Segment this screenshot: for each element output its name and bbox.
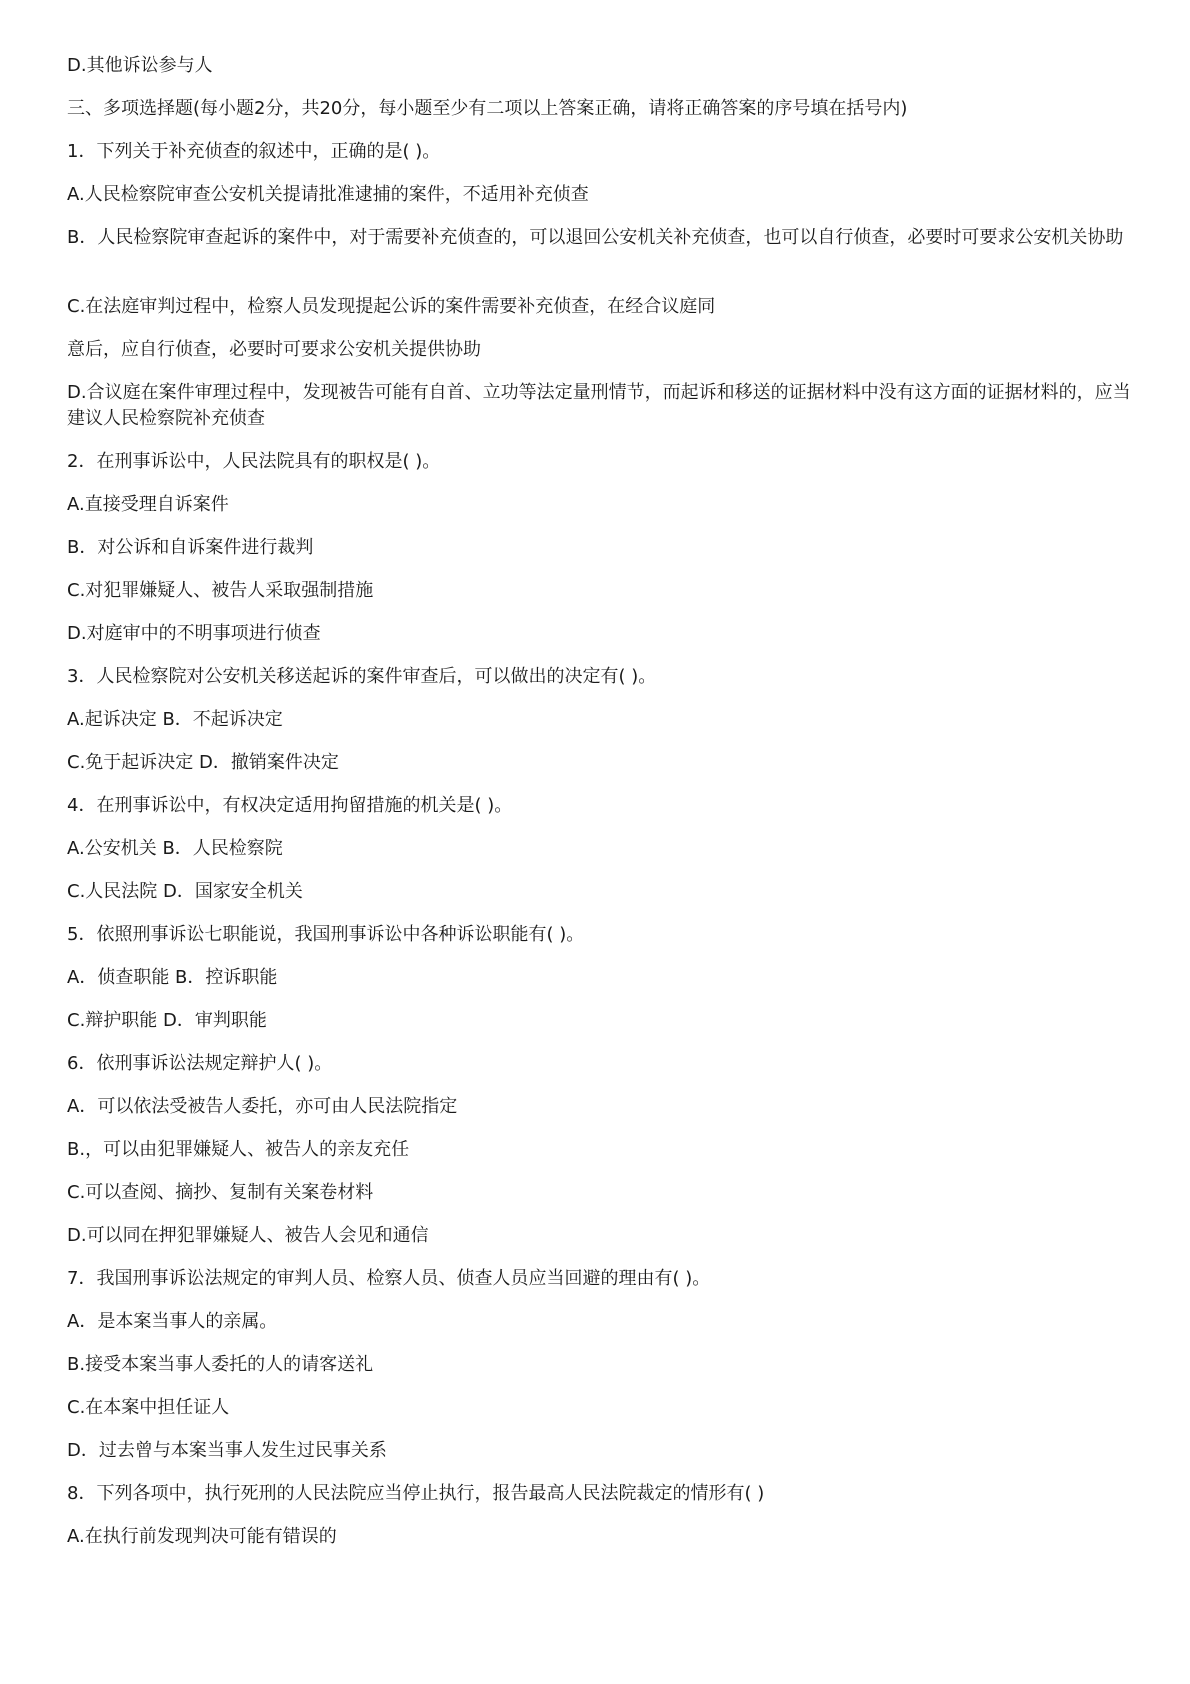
option-line: A．可以依法受被告人委托，亦可由人民法院指定 <box>67 1096 458 1117</box>
option-line: A.人民检察院审查公安机关提请批准逮捕的案件，不适用补充侦查 <box>67 184 589 205</box>
option-line: A.在执行前发现判决可能有错误的 <box>67 1526 337 1547</box>
question-1: 1．下列关于补充侦查的叙述中，正确的是( )。 <box>67 141 441 162</box>
question-6: 6．依刑事诉讼法规定辩护人( )。 <box>67 1053 333 1074</box>
option-line: B.，可以由犯罪嫌疑人、被告人的亲友充任 <box>67 1139 410 1160</box>
option-line: A．是本案当事人的亲属。 <box>67 1311 278 1332</box>
option-line: A.起诉决定 B．不起诉决定 <box>67 709 283 730</box>
option-line: A.直接受理自诉案件 <box>67 494 229 515</box>
question-8: 8．下列各项中，执行死刑的人民法院应当停止执行，报告最高人民法院裁定的情形有( ) <box>67 1483 765 1504</box>
option-line: D.对庭审中的不明事项进行侦查 <box>67 623 321 644</box>
option-line: C.辩护职能 D．审判职能 <box>67 1010 267 1031</box>
option-line: C.在本案中担任证人 <box>67 1397 230 1418</box>
question-5: 5．依照刑事诉讼七职能说，我国刑事诉讼中各种诉讼职能有( )。 <box>67 924 585 945</box>
option-line: D.可以同在押犯罪嫌疑人、被告人会见和通信 <box>67 1225 429 1246</box>
option-line: C.免于起诉决定 D．撤销案件决定 <box>67 752 339 773</box>
option-line: B．人民检察院审查起诉的案件中，对于需要补充侦查的，可以退回公安机关补充侦查，也可以自行侦查，必要时可要求公安机关协助 <box>67 227 1124 248</box>
question-7: 7．我国刑事诉讼法规定的审判人员、检察人员、侦查人员应当回避的理由有( )。 <box>67 1268 711 1289</box>
option-line: C.对犯罪嫌疑人、被告人采取强制措施 <box>67 580 374 601</box>
option-line: 意后，应自行侦查，必要时可要求公安机关提供协助 <box>67 339 481 360</box>
question-2: 2．在刑事诉讼中，人民法院具有的职权是( )。 <box>67 451 441 472</box>
question-3: 3．人民检察院对公安机关移送起诉的案件审查后，可以做出的决定有( )。 <box>67 666 657 687</box>
option-line: C.可以查阅、摘抄、复制有关案卷材料 <box>67 1182 374 1203</box>
option-line: A．侦查职能 B．控诉职能 <box>67 967 278 988</box>
option-line: B.接受本案当事人委托的人的请客送礼 <box>67 1354 374 1375</box>
option-line: B．对公诉和自诉案件进行裁判 <box>67 537 314 558</box>
option-line: A.公安机关 B．人民检察院 <box>67 838 283 859</box>
option-line: C.在法庭审判过程中，检察人员发现提起公诉的案件需要补充侦查，在经合议庭同 <box>67 296 716 317</box>
option-line: D.合议庭在案件审理过程中，发现被告可能有自首、立功等法定量刑情节，而起诉和移送的证据材料中没有这方面的证据材料的，应当建议人民检察院补充侦查 <box>67 382 1131 429</box>
section-heading: 三、多项选择题(每小题2分，共20分，每小题至少有二项以上答案正确，请将正确答案的序号填在括号内) <box>67 98 908 119</box>
option-line: D．过去曾与本案当事人发生过民事关系 <box>67 1440 387 1461</box>
option-line: C.人民法院 D．国家安全机关 <box>67 881 303 902</box>
text-line: D.其他诉讼参与人 <box>67 55 213 76</box>
question-4: 4．在刑事诉讼中，有权决定适用拘留措施的机关是( )。 <box>67 795 513 816</box>
